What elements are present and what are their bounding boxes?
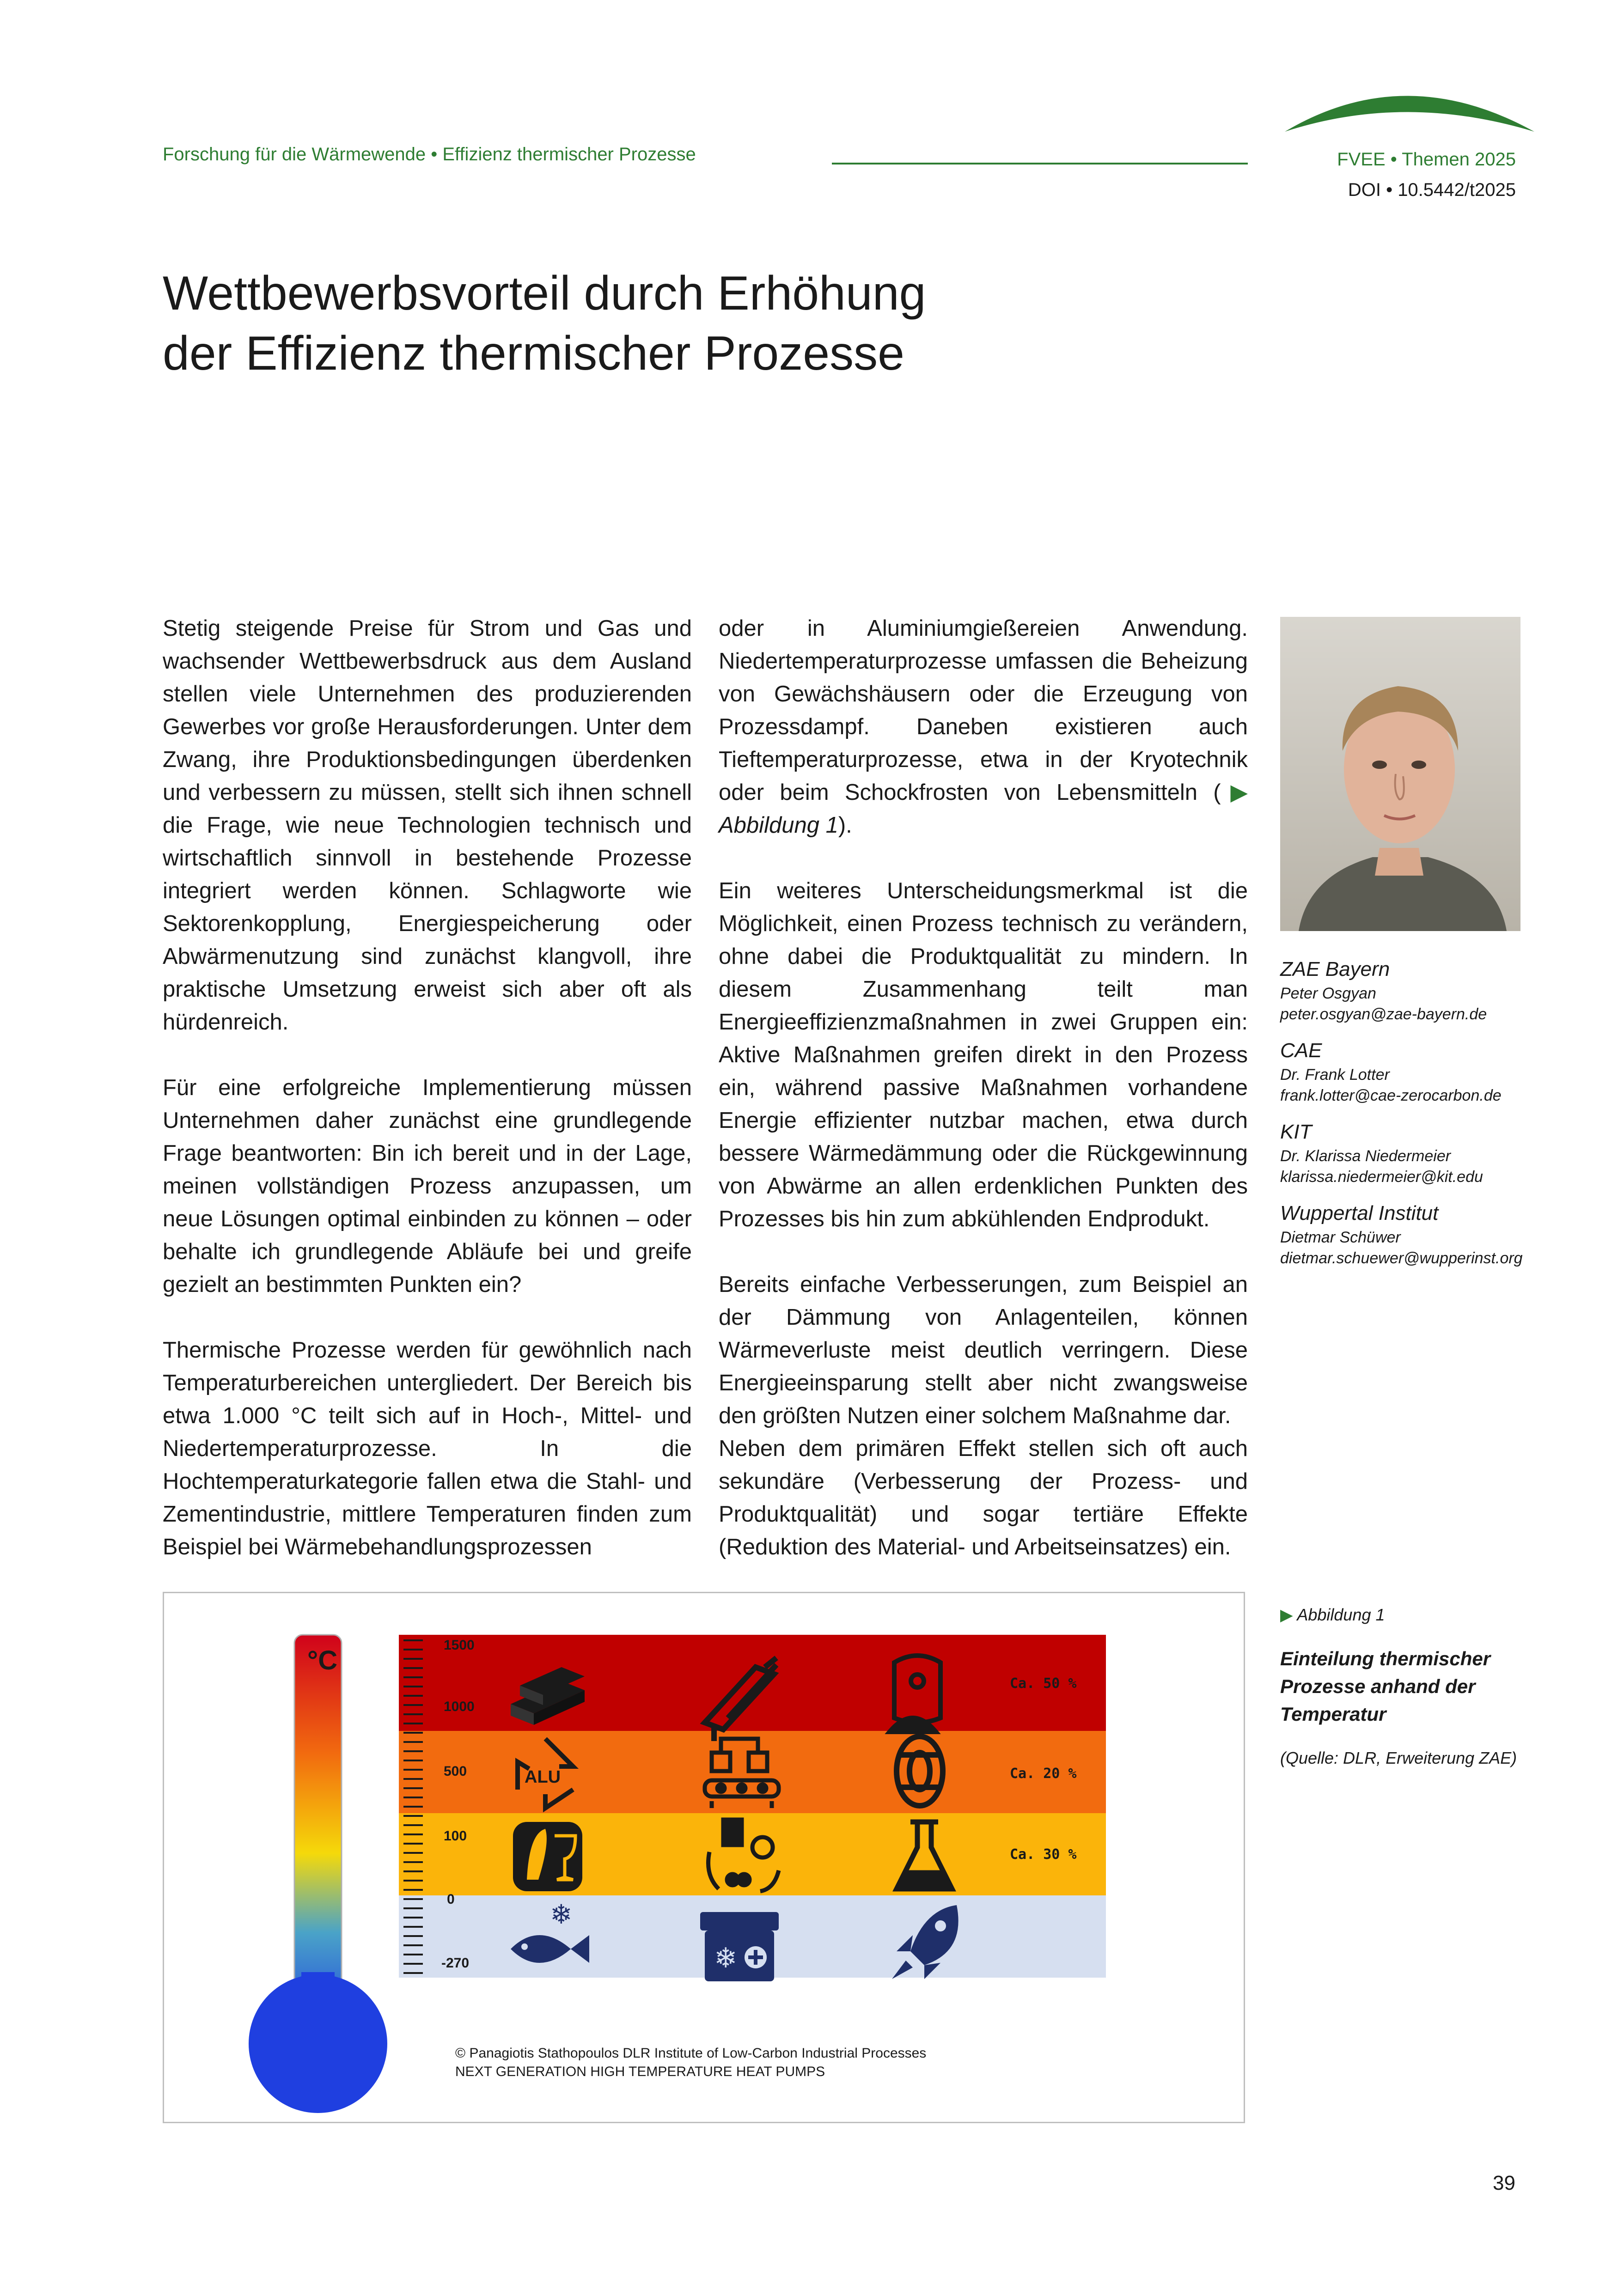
temperature-classification-graphic bbox=[164, 1593, 1244, 2122]
svg-text:❄: ❄ bbox=[714, 1942, 738, 1974]
thermometer bbox=[249, 1635, 387, 2113]
author-institution: Wuppertal Institut bbox=[1280, 1202, 1439, 1224]
figure-credit-line-1: © Panagiotis Stathopoulos DLR Institute of Low-Carbon Industrial Processes bbox=[455, 2046, 927, 2061]
author-email-link[interactable]: klarissa.niedermeier@kit.edu bbox=[1280, 1168, 1483, 1186]
figure-source: (Quelle: DLR, Erweiterung ZAE) bbox=[1280, 1748, 1517, 1767]
paragraph: oder in Aluminiumgießereien Anwendung. Niedertemperaturprozesse umfassen die Beheizung von Gewächshäusern oder die Erzeugung von Prozessdampf. Daneben existieren auch Tieftemperaturprozesse, etwa in der Kryotechnik oder beim Schockfrosten von Lebensmitteln (▶ Abbildung 1). bbox=[719, 616, 1248, 838]
paragraph: Neben dem primären Effekt stellen sich oft auch sekundäre (Verbesserung der Prozess- und Produktqualität) und sogar tertiäre Effekte (Reduktion des Material- und Arbeitseinsatzes) ein. bbox=[719, 1436, 1248, 1559]
paragraph: Für eine erfolgreiche Implementierung müssen Unternehmen daher zunächst eine grundlegende Frage beantworten: Bin ich bereit und in der Lage, meinen vollständigen Prozess anzupassen, um neue Lösungen optimal einbinden zu können – oder behalte ich grundlegende Abläufe bei und greife gezielt an bestimmten Punkten ein? bbox=[163, 1075, 692, 1297]
paragraph: Ein weiteres Unterscheidungsmerkmal ist die Möglichkeit, einen Prozess technisch zu verändern, ohne dabei die Produktqualität zu mindern. In diesem Zusammenhang teilt man Energieeffizienzmaßnahmen in zwei Gruppen ein: Aktive Maßnahmen greifen direkt in den Prozess ein, während passive Maßnahmen vorhandene Energie effizienter nutzbar machen, etwa durch bessere Wärmedämmung oder die Rückgewinnung von Abwärme an allen erdenklichen Punkten des Prozesses bis hin zum abkühlenden Endprodukt. bbox=[719, 878, 1248, 1231]
figure-reference-link[interactable]: Abbildung 1 bbox=[719, 813, 838, 838]
author-email-link[interactable]: frank.lotter@cae-zerocarbon.de bbox=[1280, 1087, 1502, 1104]
author-email-link[interactable]: peter.osgyan@zae-bayern.de bbox=[1280, 1005, 1487, 1023]
page-number: 39 bbox=[1493, 2172, 1515, 2194]
tick-label: 100 bbox=[444, 1828, 467, 1844]
author-institution: KIT bbox=[1280, 1121, 1312, 1143]
author-name: Dr. Frank Lotter bbox=[1280, 1066, 1390, 1084]
svg-text:ALU: ALU bbox=[525, 1767, 561, 1787]
share-label-medium: Ca. 20 % bbox=[1010, 1766, 1077, 1782]
header-rule bbox=[832, 163, 1248, 164]
author-list bbox=[1280, 956, 1539, 1269]
temperature-unit: °C bbox=[307, 1645, 338, 1675]
arrow-right-icon: ▶ bbox=[1221, 780, 1248, 805]
author-name: Peter Osgyan bbox=[1280, 985, 1376, 1002]
doi: DOI • 10.5442/t2025 bbox=[1348, 180, 1516, 200]
body-column-1 bbox=[163, 612, 692, 1564]
svg-text:❄: ❄ bbox=[550, 1899, 573, 1930]
journal-info bbox=[1248, 144, 1516, 205]
bread-wine-icon bbox=[513, 1822, 582, 1891]
tick-label: 500 bbox=[444, 1764, 467, 1779]
tick-label: -270 bbox=[441, 1955, 470, 1971]
body-column-2 bbox=[719, 612, 1248, 1564]
share-label-low: Ca. 30 % bbox=[1010, 1846, 1077, 1863]
title-line-2: der Effizienz thermischer Prozesse bbox=[163, 327, 904, 380]
paragraph: Stetig steigende Preise für Strom und Gas und wachsender Wettbewerbsdruck aus dem Ausland stellen viele Unternehmen des produzierenden Gewerbes vor große Herausforderungen. Unter dem Zwang, ihre Produktionsbedingungen überdenken und verbessern zu müssen, stellt sich ihnen schnell die Frage, wie neue Technologien technisch und wirtschaftlich sinnvoll in bestehende Prozesse integriert werden können. Schlagworte wie Sektorenkopplung, Energiespeicherung oder Abwärmenutzung sind zunächst klangvoll, ihre praktische Umsetzung erweist sich aber oft als hürdenreich. bbox=[163, 616, 692, 1035]
cooling-box-icon bbox=[700, 1912, 779, 1981]
author-institution: ZAE Bayern bbox=[1280, 958, 1390, 981]
figure-1 bbox=[163, 1592, 1245, 2123]
band-low bbox=[399, 1813, 1106, 1895]
figure-caption bbox=[1280, 1603, 1520, 1770]
running-header: Forschung für die Wärmewende • Effizienz thermischer Prozesse bbox=[163, 144, 696, 164]
band-high bbox=[399, 1635, 1106, 1731]
author-institution: CAE bbox=[1280, 1039, 1322, 1062]
paragraph: Bereits einfache Verbesserungen, zum Beispiel an der Dämmung von Anlagenteilen, können Wärmeverluste meist deutlich verringern. Diese Energieeinsparung stellt aber nicht zwangsweise den größten Nutzen einer solchem Maßnahme dar. bbox=[719, 1272, 1248, 1428]
tick-label: 0 bbox=[447, 1892, 455, 1907]
author-name: Dietmar Schüwer bbox=[1280, 1229, 1401, 1246]
title-line-1: Wettbewerbsvorteil durch Erhöhung bbox=[163, 267, 926, 320]
figure-title: Einteilung thermischer Prozesse anhand der Temperatur bbox=[1280, 1648, 1491, 1725]
paragraph: Thermische Prozesse werden für gewöhnlich nach Temperaturbereichen untergliedert. Der Bereich bis etwa 1.000 °C teilt sich auf in Hoch-, Mittel- und Niedertemperaturprozesse. In die Hochtemperaturkategorie fallen etwa die Stahl- und Zementindustrie, mittlere Temperaturen finden zum Beispiel bei Wärmebehandlungsprozessen bbox=[163, 1338, 692, 1559]
journal-issue: FVEE • Themen 2025 bbox=[1337, 149, 1516, 170]
figure-label: Abbildung 1 bbox=[1297, 1605, 1385, 1624]
tick-label: 1500 bbox=[444, 1638, 475, 1653]
arrow-right-icon: ▶ bbox=[1280, 1605, 1293, 1624]
tick-label: 1000 bbox=[444, 1699, 475, 1714]
author-name: Dr. Klarissa Niedermeier bbox=[1280, 1147, 1451, 1165]
author-email-link[interactable]: dietmar.schuewer@wupperinst.org bbox=[1280, 1249, 1523, 1267]
author-photo bbox=[1280, 617, 1520, 931]
share-label-high: Ca. 50 % bbox=[1010, 1675, 1077, 1692]
header-arc-logo bbox=[1280, 69, 1539, 139]
article-title bbox=[163, 263, 1179, 384]
figure-credit-line-2: NEXT GENERATION HIGH TEMPERATURE HEAT PUMPS bbox=[455, 2064, 825, 2079]
